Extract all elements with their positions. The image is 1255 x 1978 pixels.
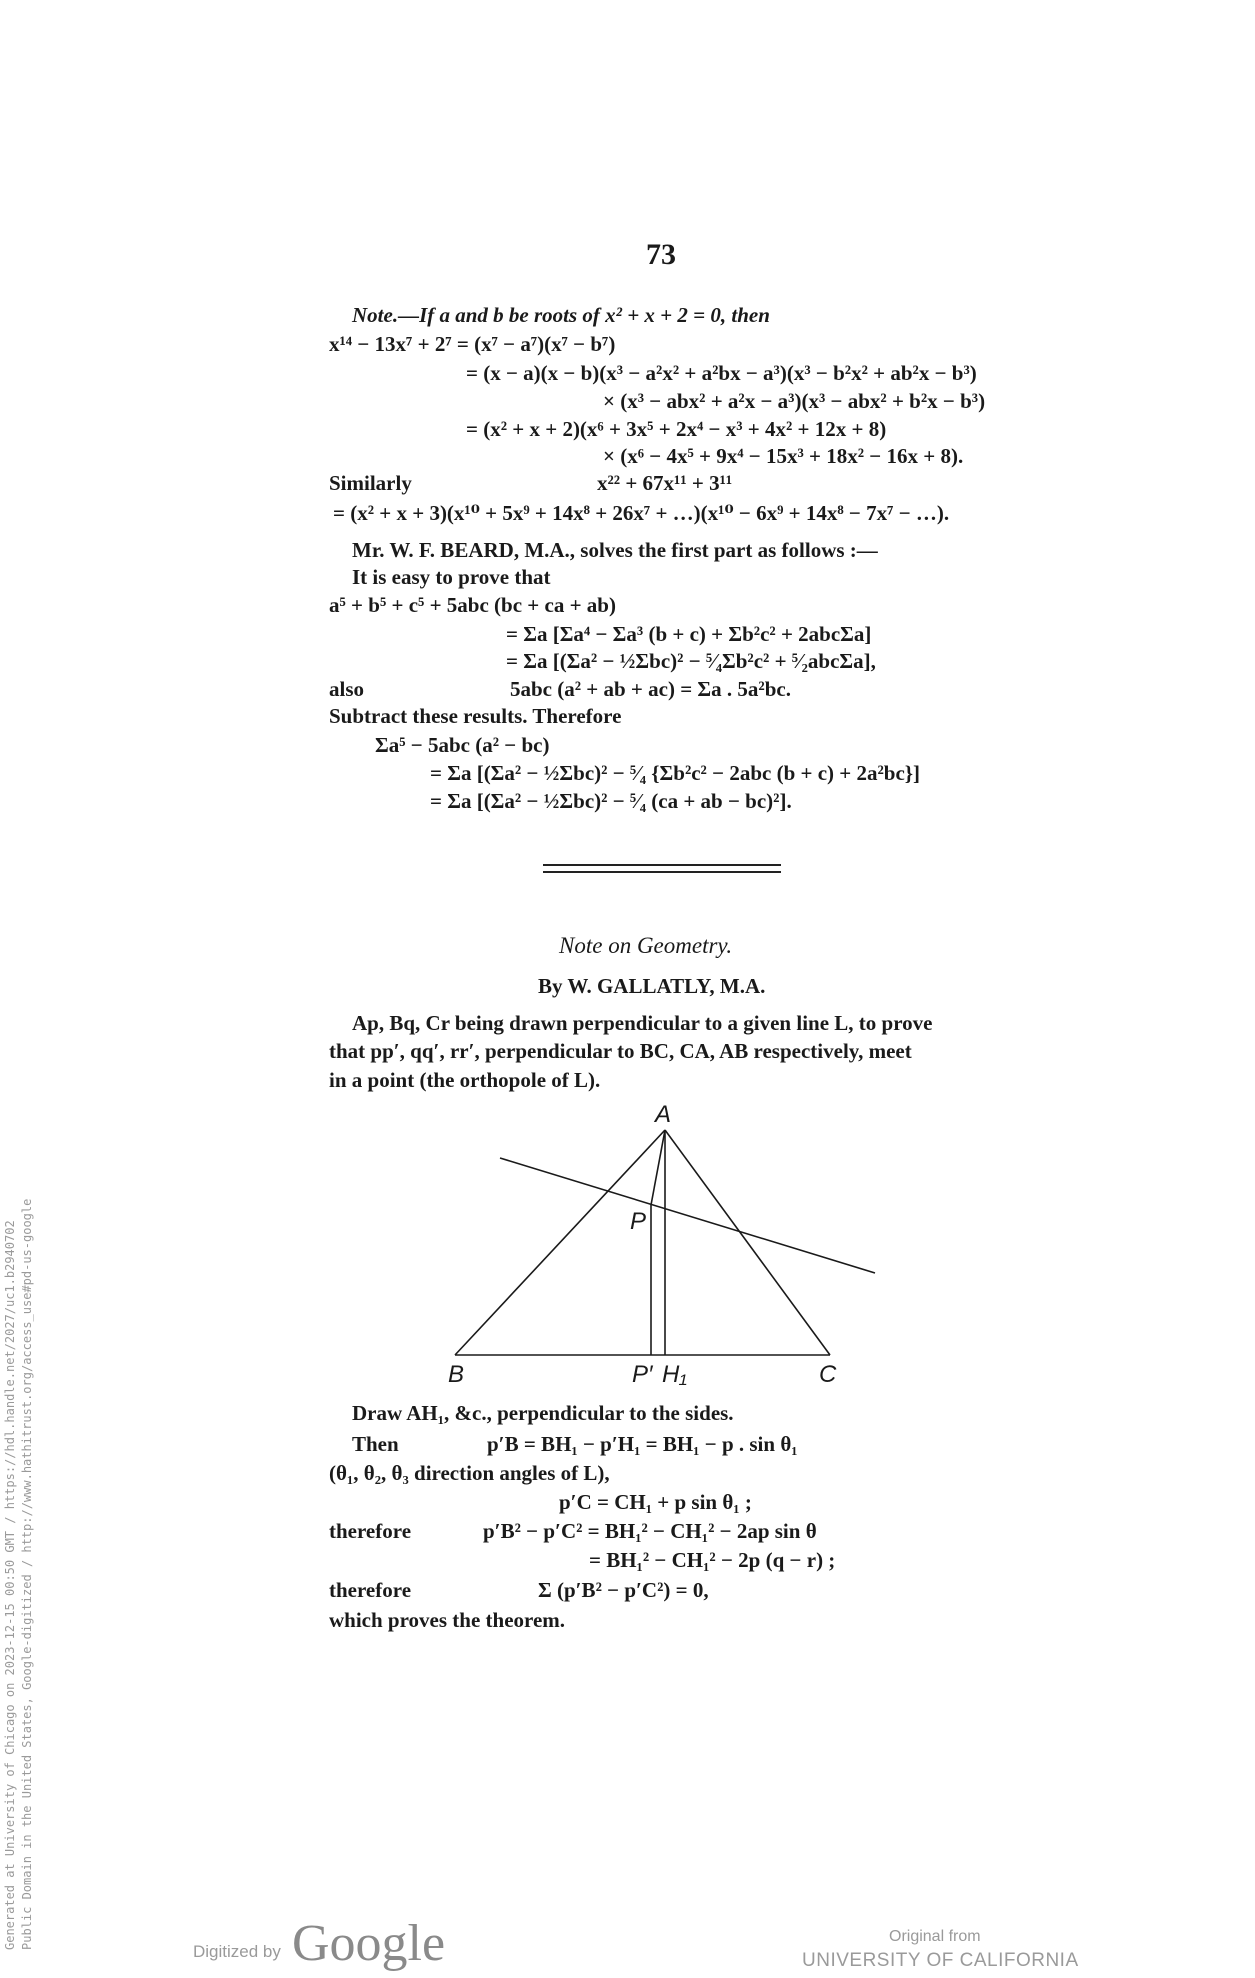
equation-line: = Σa [(Σa² − ½Σbc)² − ⁵⁄₄ {Σb²c² − 2abc (b + c) + 2a²bc}] [430, 761, 921, 785]
equation-line: Σa⁵ − 5abc (a² − bc) [375, 733, 550, 757]
footer-digitized: Digitized by [193, 1942, 281, 1961]
footer-original: Original from [889, 1928, 981, 1945]
paragraph-line: that pp′, qq′, rr′, perpendicular to BC, CA, AB respectively, meet [329, 1039, 912, 1063]
byline: By W. GALLATLY, M.A. [538, 974, 766, 998]
equation-line: = Σa [Σa⁴ − Σa³ (b + c) + Σb²c² + 2abcΣa] [506, 622, 872, 646]
line-l [500, 1158, 875, 1273]
text-line: Subtract these results. Therefore [329, 704, 622, 728]
then-label: Then [352, 1432, 399, 1456]
proof-draw: Draw AH₁, &c., perpendicular to the sides. [352, 1401, 734, 1425]
paragraph-line: in a point (the orthopole of L). [329, 1068, 601, 1092]
equation-line: x²² + 67x¹¹ + 3¹¹ [597, 471, 733, 495]
footer-university: UNIVERSITY OF CALIFORNIA [802, 1950, 1079, 1971]
label-h1: H₁ [662, 1361, 687, 1388]
therefore-label: therefore [329, 1519, 412, 1543]
equation-line: = (x − a)(x − b)(x³ − a²x² + a²bx − a³)(x³ − b²x² + ab²x − b³) [466, 361, 977, 385]
sidebar-watermark [2, 1199, 36, 1950]
sidebar-line: Public Domain in the United States, Google-digitized / http://www.hathitrust.org/access_use#pd-us-google [20, 1198, 34, 1950]
therefore-label: therefore [329, 1578, 412, 1602]
text-line: It is easy to prove that [352, 565, 551, 589]
label-p: P [630, 1208, 647, 1235]
equation-line: × (x³ − abx² + a²x − a³)(x³ − abx² + b²x − b³) [603, 389, 986, 413]
line-ap [651, 1130, 665, 1205]
equation-line: a⁵ + b⁵ + c⁵ + 5abc (bc + ca + ab) [329, 593, 616, 617]
label-p-prime: P′ [632, 1361, 653, 1388]
also-label: also [329, 677, 365, 701]
equation-line: p′B² − p′C² = BH₁² − CH₁² − 2ap sin θ [483, 1519, 817, 1543]
equation-line: = (x² + x + 3)(x¹⁰ + 5x⁹ + 14x⁸ + 26x⁷ + …)(x¹⁰ − 6x⁹ + 14x⁸ − 7x⁷ − …). [333, 501, 950, 525]
beard-line: Mr. W. F. BEARD, M.A., solves the first part as follows :— [352, 538, 878, 562]
conclusion: which proves the theorem. [329, 1608, 566, 1632]
note-intro: Note.—If a and b be roots of x² + x + 2 = 0, then [352, 303, 770, 327]
equation-line: p′C = CH₁ + p sin θ₁ ; [559, 1490, 752, 1514]
equation-line: Σ (p′B² − p′C²) = 0, [538, 1578, 709, 1602]
page-number: 73 [646, 238, 676, 271]
equation-line: 5abc (a² + ab + ac) = Σa . 5a²bc. [510, 677, 791, 701]
text-line: (θ₁, θ₂, θ₃ direction angles of L), [329, 1461, 610, 1485]
side-ac [665, 1130, 830, 1355]
equation-line: = Σa [(Σa² − ½Σbc)² − ⁵⁄₄ (ca + ab − bc)²]. [430, 789, 792, 813]
equation-line: × (x⁶ − 4x⁵ + 9x⁴ − 15x³ + 18x² − 16x + 8). [603, 444, 964, 468]
label-b: B [448, 1361, 465, 1388]
section-rule-top [543, 864, 781, 866]
equation-line: = BH₁² − CH₁² − 2p (q − r) ; [589, 1548, 836, 1572]
google-logo: Google [292, 1915, 446, 1972]
equation-line: = (x² + x + 2)(x⁶ + 3x⁵ + 2x⁴ − x³ + 4x² + 12x + 8) [466, 417, 887, 441]
equation-line: = Σa [(Σa² − ½Σbc)² − ⁵⁄₄Σb²c² + ⁵⁄₂abcΣa], [506, 649, 876, 673]
equation-line: p′B = BH₁ − p′H₁ = BH₁ − p . sin θ₁ [487, 1432, 798, 1456]
similarly-label: Similarly [329, 471, 412, 495]
orthopole-figure [440, 1095, 880, 1405]
section-rule-bottom [543, 871, 781, 873]
label-a: A [655, 1101, 672, 1128]
label-c: C [819, 1361, 837, 1388]
equation-line: x¹⁴ − 13x⁷ + 2⁷ = (x⁷ − a⁷)(x⁷ − b⁷) [329, 332, 616, 356]
side-ab [455, 1130, 665, 1355]
section-title: Note on Geometry. [559, 933, 733, 958]
sidebar-line: Generated at University of Chicago on 2023-12-15 00:50 GMT / https://hdl.handle.net/2027/uc1.b2940702 [3, 1220, 17, 1950]
paragraph-line: Ap, Bq, Cr being drawn perpendicular to a given line L, to prove [352, 1011, 933, 1035]
